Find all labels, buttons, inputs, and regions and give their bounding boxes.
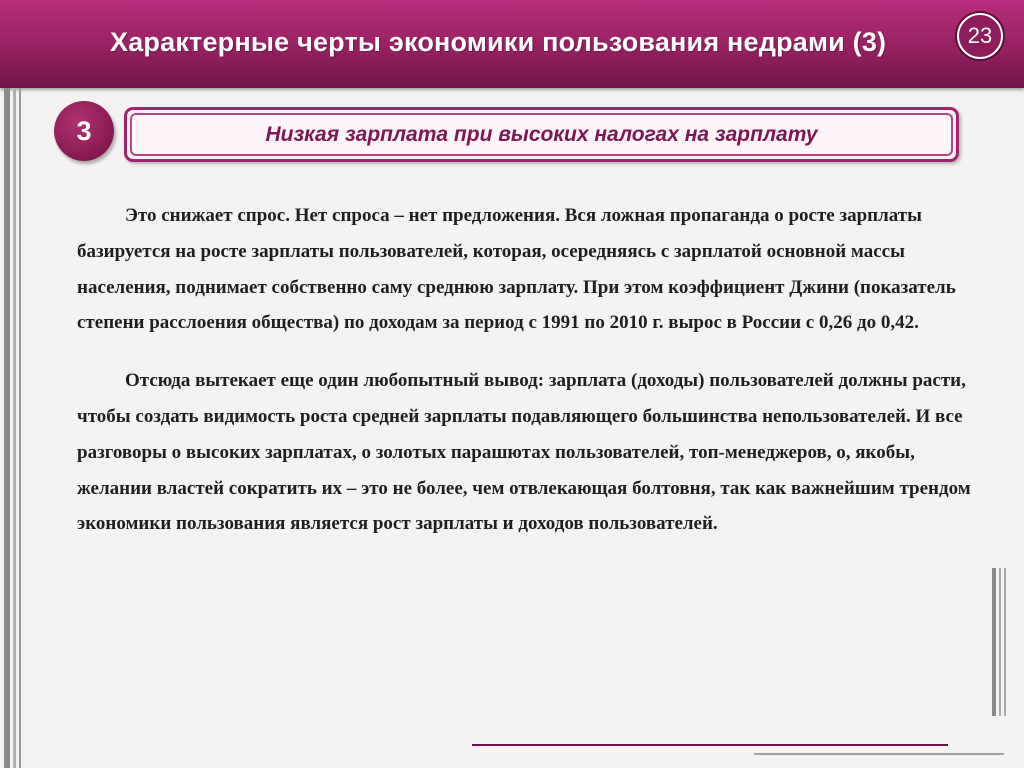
section-number-badge: 3 — [54, 101, 114, 161]
body-paragraph: Это снижает спрос. Нет спроса – нет предложения. Вся ложная пропаганда о росте зарплаты базируется на росте зарплаты пользователей, которая, осередняясь с зарплатой основной массы населения, поднимает собственно саму среднюю зарплату. При этом коэффициент Джини (показатель степени расслоения общества) по доходам за период с 1991 по 2010 г. вырос в России с 0,26 до 0,42. — [77, 205, 956, 334]
body-paragraph: Отсюда вытекает еще один любопытный вывод: зарплата (доходы) пользователей должны расти, чтобы создать видимость роста средней зарплаты подавляющего большинства непользователей. И все разговоры о высоких зарплатах, о золотых парашютах пользователей, топ-менеджеров, о, якобы, желании властей сократить их – это не более, чем отвлекающая болтовня, так как важнейшим трендом экономики пользования является рост зарплаты и доходов пользователей. — [77, 370, 971, 535]
left-decorative-bar — [4, 88, 10, 768]
section-heading-banner — [124, 107, 959, 162]
left-decorative-bar — [19, 88, 21, 768]
section-heading: Низкая зарплата при высоких налогах на зарплату — [265, 122, 818, 146]
body-text — [77, 198, 972, 542]
slide-title: Характерные черты экономики пользования недрами (3) — [110, 27, 887, 57]
right-decorative-bar — [1004, 568, 1006, 716]
right-decorative-bar — [992, 568, 996, 716]
right-decorative-bar — [999, 568, 1001, 716]
slide-number-badge: 23 — [957, 13, 1003, 59]
title-bar — [0, 0, 1024, 88]
bottom-divider-line — [754, 753, 1004, 755]
bottom-divider-line — [472, 744, 948, 746]
left-decorative-bar — [13, 88, 16, 768]
section-heading-frame — [130, 113, 953, 156]
